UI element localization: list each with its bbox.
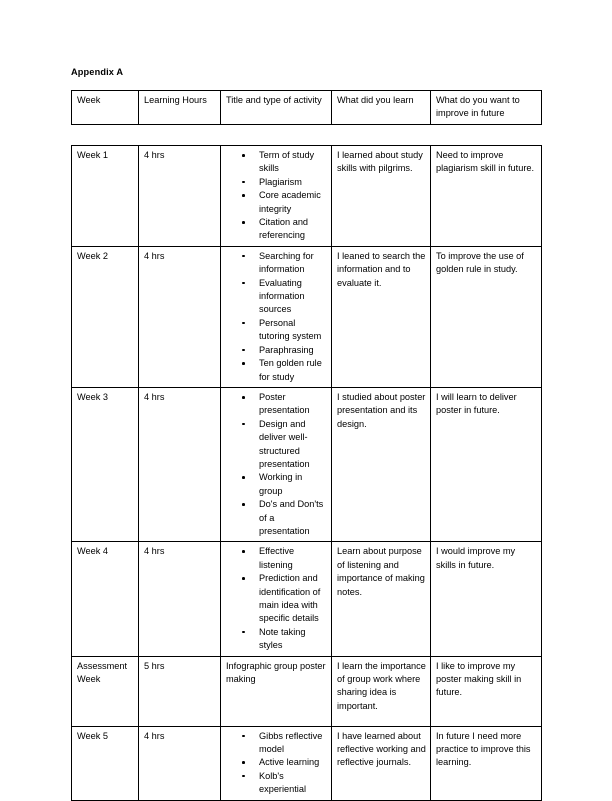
activity-bullet-item: [226, 626, 327, 653]
column-header-activity: Title and type of activity: [221, 91, 332, 125]
activity-bullet-label: Personal tutoring system: [259, 317, 322, 342]
cell-activity: [221, 542, 332, 656]
activity-bullet-item: [226, 418, 327, 472]
cell-activity: [221, 656, 332, 726]
page-title: Appendix A: [71, 67, 124, 77]
cell-improve: To improve the use of golden rule in study.: [431, 246, 542, 387]
activity-bullet-label: Prediction and identification of main idea with specific details: [259, 573, 321, 624]
activity-bullet-item: [226, 572, 327, 626]
activity-bullet-label: Effective listening: [259, 546, 295, 570]
table-row: [72, 542, 542, 656]
activity-bullet-item: [226, 344, 327, 357]
table-body: [71, 145, 542, 801]
bullet-dot-icon: [242, 255, 245, 258]
activity-bullet-label: Poster presentation: [259, 391, 310, 416]
activity-bullet-label: Active learning: [259, 757, 320, 768]
activity-bullet-label: Evaluating information sources: [259, 277, 305, 315]
table-row: [72, 246, 542, 387]
table-row: [72, 726, 542, 800]
cell-week: Week 5: [72, 726, 139, 800]
table-row: [72, 387, 542, 541]
activity-plain-text: Infographic group poster making: [226, 660, 326, 685]
activity-bullet-item: [226, 357, 327, 384]
cell-activity: [221, 146, 332, 247]
activity-bullet-item: [226, 216, 327, 243]
activity-bullet-item: [226, 471, 327, 498]
table-row: [72, 656, 542, 726]
activity-bullet-item: [226, 277, 327, 317]
activity-bullet-item: [226, 730, 327, 757]
table-header: [71, 90, 542, 125]
cell-week: Week 1: [72, 146, 139, 247]
activity-bullet-label: Design and deliver well-structured presentation: [259, 418, 310, 469]
activity-bullet-item: [226, 756, 327, 769]
activity-bullet-label: Term of study skills: [259, 150, 315, 174]
bullet-dot-icon: [242, 423, 245, 426]
cell-learned: I studied about poster presentation and its design.: [332, 387, 431, 541]
cell-hours: 4 hrs: [139, 726, 221, 800]
activity-bullet-item: [226, 545, 327, 572]
activity-bullet-label: Citation and referencing: [259, 217, 309, 241]
cell-learned: I learned about study skills with pilgrims.: [332, 146, 431, 247]
activity-bullet-label: Searching for information: [259, 250, 314, 275]
cell-activity: [221, 387, 332, 541]
cell-hours: 5 hrs: [139, 656, 221, 726]
activity-bullet-item: [226, 250, 327, 277]
bullet-dot-icon: [242, 349, 245, 352]
bullet-dot-icon: [242, 282, 245, 285]
bullet-dot-icon: [242, 503, 245, 506]
activity-bullet-item: [226, 317, 327, 344]
cell-improve: I will learn to deliver poster in future.: [431, 387, 542, 541]
cell-learned: I leaned to search the information and to evaluate it.: [332, 246, 431, 387]
activity-bullet-label: Note taking styles: [259, 626, 306, 651]
bullet-dot-icon: [242, 362, 245, 365]
activity-bullet-label: Core academic integrity: [259, 190, 321, 214]
cell-activity: [221, 246, 332, 387]
column-header-what-improve: What do you want to improve in future: [431, 91, 542, 125]
bullet-dot-icon: [242, 181, 245, 184]
activity-bullet-item: [226, 189, 327, 216]
cell-learned: Learn about purpose of listening and importance of making notes.: [332, 542, 431, 656]
column-header-learning-hours: Learning Hours: [139, 91, 221, 125]
bullet-dot-icon: [242, 194, 245, 197]
cell-week: Assessment Week: [72, 656, 139, 726]
activity-bullet-label: Paraphrasing: [259, 344, 314, 355]
activity-bullet-list: [226, 149, 327, 243]
cell-learned: I have learned about reflective working and reflective journals.: [332, 726, 431, 800]
cell-improve: I would improve my skills in future.: [431, 542, 542, 656]
activity-bullet-list: [226, 391, 327, 538]
cell-hours: 4 hrs: [139, 542, 221, 656]
table-row: [72, 146, 542, 247]
column-header-what-did-you-learn: What did you learn: [332, 91, 431, 125]
bullet-dot-icon: [242, 735, 245, 738]
bullet-dot-icon: [242, 396, 245, 399]
activity-bullet-label: Gibbs reflective model: [259, 730, 323, 755]
bullet-dot-icon: [242, 221, 245, 224]
activity-bullet-item: [226, 149, 327, 176]
bullet-dot-icon: [242, 775, 245, 778]
cell-activity: [221, 726, 332, 800]
activity-bullet-list: [226, 250, 327, 384]
cell-week: Week 3: [72, 387, 139, 541]
activity-bullet-label: Working in group: [259, 472, 303, 496]
activity-bullet-item: [226, 176, 327, 189]
bullet-dot-icon: [242, 631, 245, 634]
cell-improve: In future I need more practice to improve this learning.: [431, 726, 542, 800]
activity-bullet-item: [226, 498, 327, 538]
cell-hours: 4 hrs: [139, 146, 221, 247]
cell-week: Week 4: [72, 542, 139, 656]
activity-bullet-list: [226, 545, 327, 652]
table-header-row: [72, 91, 542, 125]
activity-bullet-label: Plagiarism: [259, 176, 302, 187]
activity-bullet-label: Ten golden rule for study: [259, 358, 322, 382]
bullet-dot-icon: [242, 550, 245, 553]
column-header-week: Week: [72, 91, 139, 125]
cell-learned: I learn the importance of group work where sharing idea is important.: [332, 656, 431, 726]
cell-week: Week 2: [72, 246, 139, 387]
bullet-dot-icon: [242, 322, 245, 325]
bullet-dot-icon: [242, 154, 245, 157]
bullet-dot-icon: [242, 577, 245, 580]
activity-bullet-item: [226, 391, 327, 418]
activity-bullet-item: [226, 770, 327, 797]
cell-improve: Need to improve plagiarism skill in future.: [431, 146, 542, 247]
activity-bullet-label: Kolb's experiential: [259, 770, 306, 795]
cell-improve: I like to improve my poster making skill in future.: [431, 656, 542, 726]
activity-bullet-list: [226, 730, 327, 797]
cell-hours: 4 hrs: [139, 387, 221, 541]
activity-bullet-label: Do's and Don'ts of a presentation: [259, 499, 324, 536]
bullet-dot-icon: [242, 761, 245, 764]
bullet-dot-icon: [242, 476, 245, 479]
cell-hours: 4 hrs: [139, 246, 221, 387]
